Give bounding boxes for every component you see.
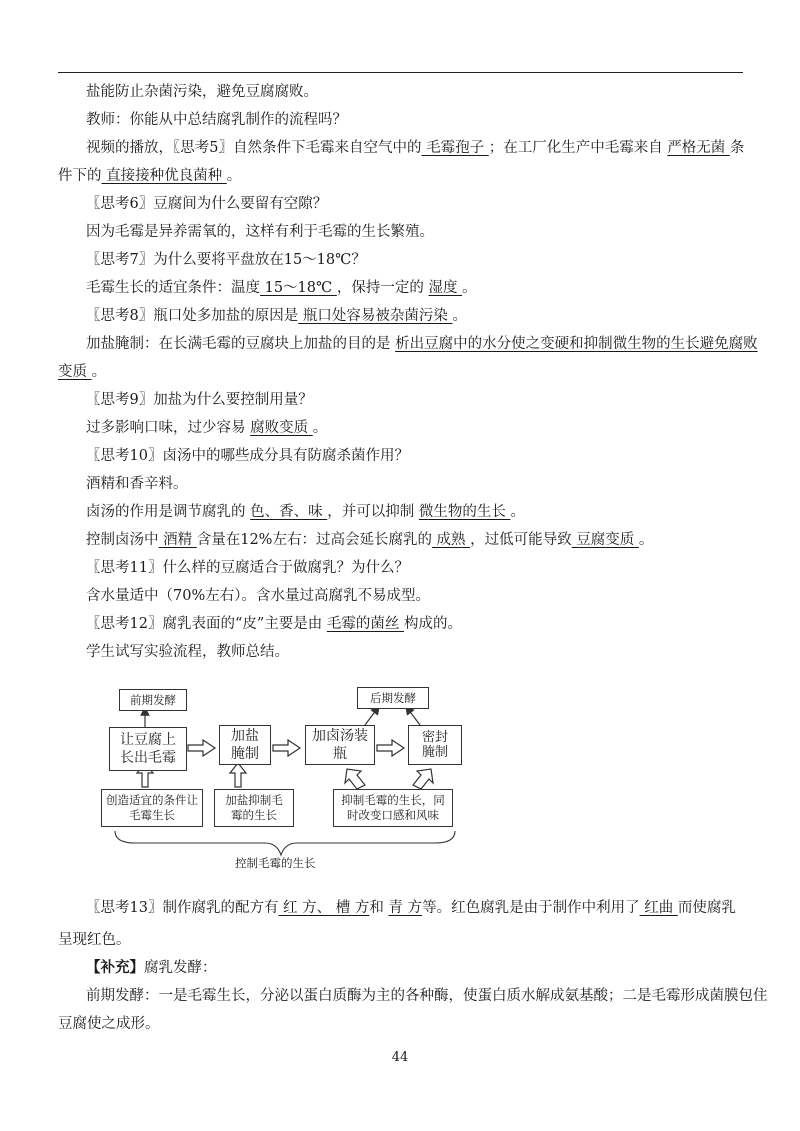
header-rule	[58, 72, 743, 73]
text-line	[58, 1014, 748, 1034]
answer-blank: 毛霉孢子	[421, 140, 489, 156]
text-segment: 豆腐使之成形。	[58, 1016, 160, 1032]
text-line	[86, 986, 776, 1006]
text-line	[86, 82, 776, 102]
step-label: 密封腌制	[421, 730, 448, 760]
text-segment: 加盐腌制：在长满毛霉的豆腐块上加盐的目的是	[86, 336, 396, 352]
answer-blank: 瓶口处容易被杂菌污染	[298, 308, 453, 324]
note-box-3	[333, 789, 453, 827]
text-segment: 酒精和香辛料。	[86, 476, 188, 492]
hollow-arrow-2	[273, 740, 300, 756]
hollow-diag-arrow-right	[413, 769, 433, 789]
hollow-diag-arrow-left	[345, 769, 365, 789]
brace	[115, 831, 455, 855]
text-segment: 学生试写实验流程，教师总结。	[86, 644, 289, 660]
answer-blank: 腐败变质	[250, 420, 313, 436]
answer-blank: 毛霉的菌丝	[326, 616, 404, 632]
step-box-sealed-curing	[408, 725, 462, 765]
text-line	[86, 474, 776, 494]
text-line	[58, 362, 748, 382]
page-number: 44	[391, 1050, 409, 1065]
post-fermentation-box	[357, 687, 429, 709]
answer-blank: 严格无菌	[667, 140, 730, 156]
text-line	[86, 558, 776, 578]
text-line	[86, 958, 776, 978]
text-segment: 和	[369, 900, 389, 916]
text-line	[86, 110, 776, 130]
text-line	[86, 614, 776, 634]
text-segment: 〖思考8〗瓶口处多加盐的原因是	[86, 308, 299, 324]
text-line	[86, 222, 776, 242]
text-line	[86, 334, 776, 354]
step-label: 加盐腌制	[231, 728, 259, 762]
text-line	[86, 390, 776, 410]
answer-blank: 变质	[58, 364, 92, 380]
text-segment: 〖思考12〗腐乳表面的“皮”主要是由	[86, 616, 327, 632]
answer-blank: 青 方	[388, 900, 423, 916]
step-label: 让豆腐上长出毛霉	[120, 732, 176, 766]
text-line	[58, 166, 748, 186]
text-segment: 视频的播放，〖思考5〗自然条件下毛霉来自空气中的	[86, 140, 422, 156]
answer-blank: 红 方、 槽 方	[278, 900, 370, 916]
flowchart-connectors	[95, 685, 475, 875]
text-segment: 盐能防止杂菌污染，避免豆腐腐败。	[86, 84, 318, 100]
text-segment: 〖思考6〗豆腐间为什么要留有空隙？	[86, 196, 328, 212]
text-line	[58, 930, 748, 950]
text-line	[86, 502, 776, 522]
pre-fermentation-box	[119, 689, 187, 711]
text-segment: 。	[312, 420, 328, 436]
text-segment: 。	[510, 504, 525, 520]
answer-blank: 微生物的生长	[418, 504, 511, 520]
text-line	[86, 642, 776, 662]
text-segment: 腐乳发酵：	[144, 960, 217, 976]
text-segment: ；在工厂化生产中毛霉来自	[488, 140, 668, 156]
hollow-arrow-3	[377, 740, 404, 756]
text-segment: 因为毛霉是异养需氧的，这样有利于毛霉的生长繁殖。	[86, 224, 434, 240]
text-segment: 毛霉生长的适宜条件：温度	[86, 280, 260, 296]
text-line	[86, 446, 776, 466]
text-line	[86, 586, 776, 606]
text-segment: 控制卤汤中	[86, 532, 159, 548]
text-segment: 卤汤的作用是调节腐乳的	[86, 504, 251, 520]
note-box-2	[214, 789, 294, 827]
step-box-salting	[219, 725, 271, 765]
text-segment: 〖思考10〗卤汤中的哪些成分具有防腐杀菌作用？	[86, 448, 409, 464]
step-label: 加卤汤装瓶	[312, 728, 368, 762]
text-segment: 。	[91, 364, 107, 380]
answer-blank: 成熟	[431, 532, 471, 548]
text-segment: 〖思考11〗什么样的豆腐适合于做腐乳？为什么？	[86, 560, 409, 576]
text-segment: 过多影响口味，过少容易	[86, 420, 251, 436]
text-line	[86, 194, 776, 214]
step-box-mold-growth	[109, 727, 187, 771]
text-segment: 。	[452, 308, 467, 324]
text-segment: 含水量适中（70%左右）。含水量过高腐乳不易成型。	[86, 588, 430, 604]
step-box-brine-bottling	[305, 725, 375, 765]
answer-blank: 湿度	[428, 280, 463, 296]
text-line	[86, 250, 776, 270]
text-line	[86, 306, 776, 326]
answer-blank: 红曲	[639, 900, 678, 916]
hollow-arrow-1	[188, 740, 215, 756]
text-segment: 。	[638, 532, 654, 548]
text-line	[86, 898, 776, 918]
answer-blank: 酒精	[158, 532, 197, 548]
text-segment: 条	[729, 140, 745, 156]
answer-blank: 直接接种优良菌种	[101, 168, 227, 184]
text-line	[86, 278, 776, 298]
note-label: 抑制毛霉的生长，同时改变口感和风味	[341, 793, 445, 822]
text-segment: 〖思考9〗加盐为什么要控制用量？	[86, 392, 313, 408]
text-segment: 等。红色腐乳是由于制作中利用了	[422, 900, 640, 916]
arrow-to-post-right	[408, 709, 420, 725]
text-segment: 【补充】	[86, 959, 144, 976]
text-segment: 。	[226, 168, 242, 184]
text-line	[86, 418, 776, 438]
text-line	[86, 138, 776, 158]
pre-fermentation-label: 前期发酵	[130, 692, 176, 707]
answer-blank: 豆腐变质	[571, 532, 639, 548]
text-segment: 件下的	[58, 168, 102, 184]
note-box-1	[101, 789, 203, 827]
text-line	[86, 530, 776, 550]
post-fermentation-label: 后期发酵	[370, 690, 416, 705]
answer-blank: 析出豆腐中的水分使之变硬和抑制微生物的生长避免腐败	[395, 336, 758, 352]
text-segment: 呈现红色。	[58, 932, 131, 948]
note-label: 加盐抑制毛霉的生长	[225, 793, 283, 822]
text-segment: 而使腐乳	[677, 900, 736, 916]
text-segment: 〖思考13〗制作腐乳的配方有	[86, 900, 279, 916]
text-segment: 教师：你能从中总结腐乳制作的流程吗？	[86, 112, 347, 128]
text-segment: 含量在12%左右：过高会延长腐乳的	[196, 532, 432, 548]
text-segment: ，过低可能导致	[470, 532, 572, 548]
text-segment: 前期发酵：一是毛霉生长，分泌以蛋白质酶为主的各种酶，使蛋白质水解成氨基酸；二是毛霉形成菌膜包住	[86, 988, 768, 1004]
text-segment: 〖思考7〗为什么要将平盘放在15～18℃？	[86, 252, 366, 268]
brace-label: 控制毛霉的生长	[235, 856, 316, 870]
answer-blank: 15～18℃	[260, 280, 337, 296]
text-segment: ，并可以抑制	[327, 504, 419, 520]
hollow-up-arrow-2	[230, 763, 246, 787]
text-segment: 。	[462, 280, 477, 296]
answer-blank: 色、香、味	[250, 504, 328, 520]
note-label: 创造适宜的条件让毛霉生长	[106, 793, 198, 822]
text-segment: ，保持一定的	[336, 280, 429, 296]
flowchart	[95, 685, 475, 875]
text-segment: 构成的。	[404, 616, 462, 632]
arrow-to-post-left	[365, 709, 377, 725]
